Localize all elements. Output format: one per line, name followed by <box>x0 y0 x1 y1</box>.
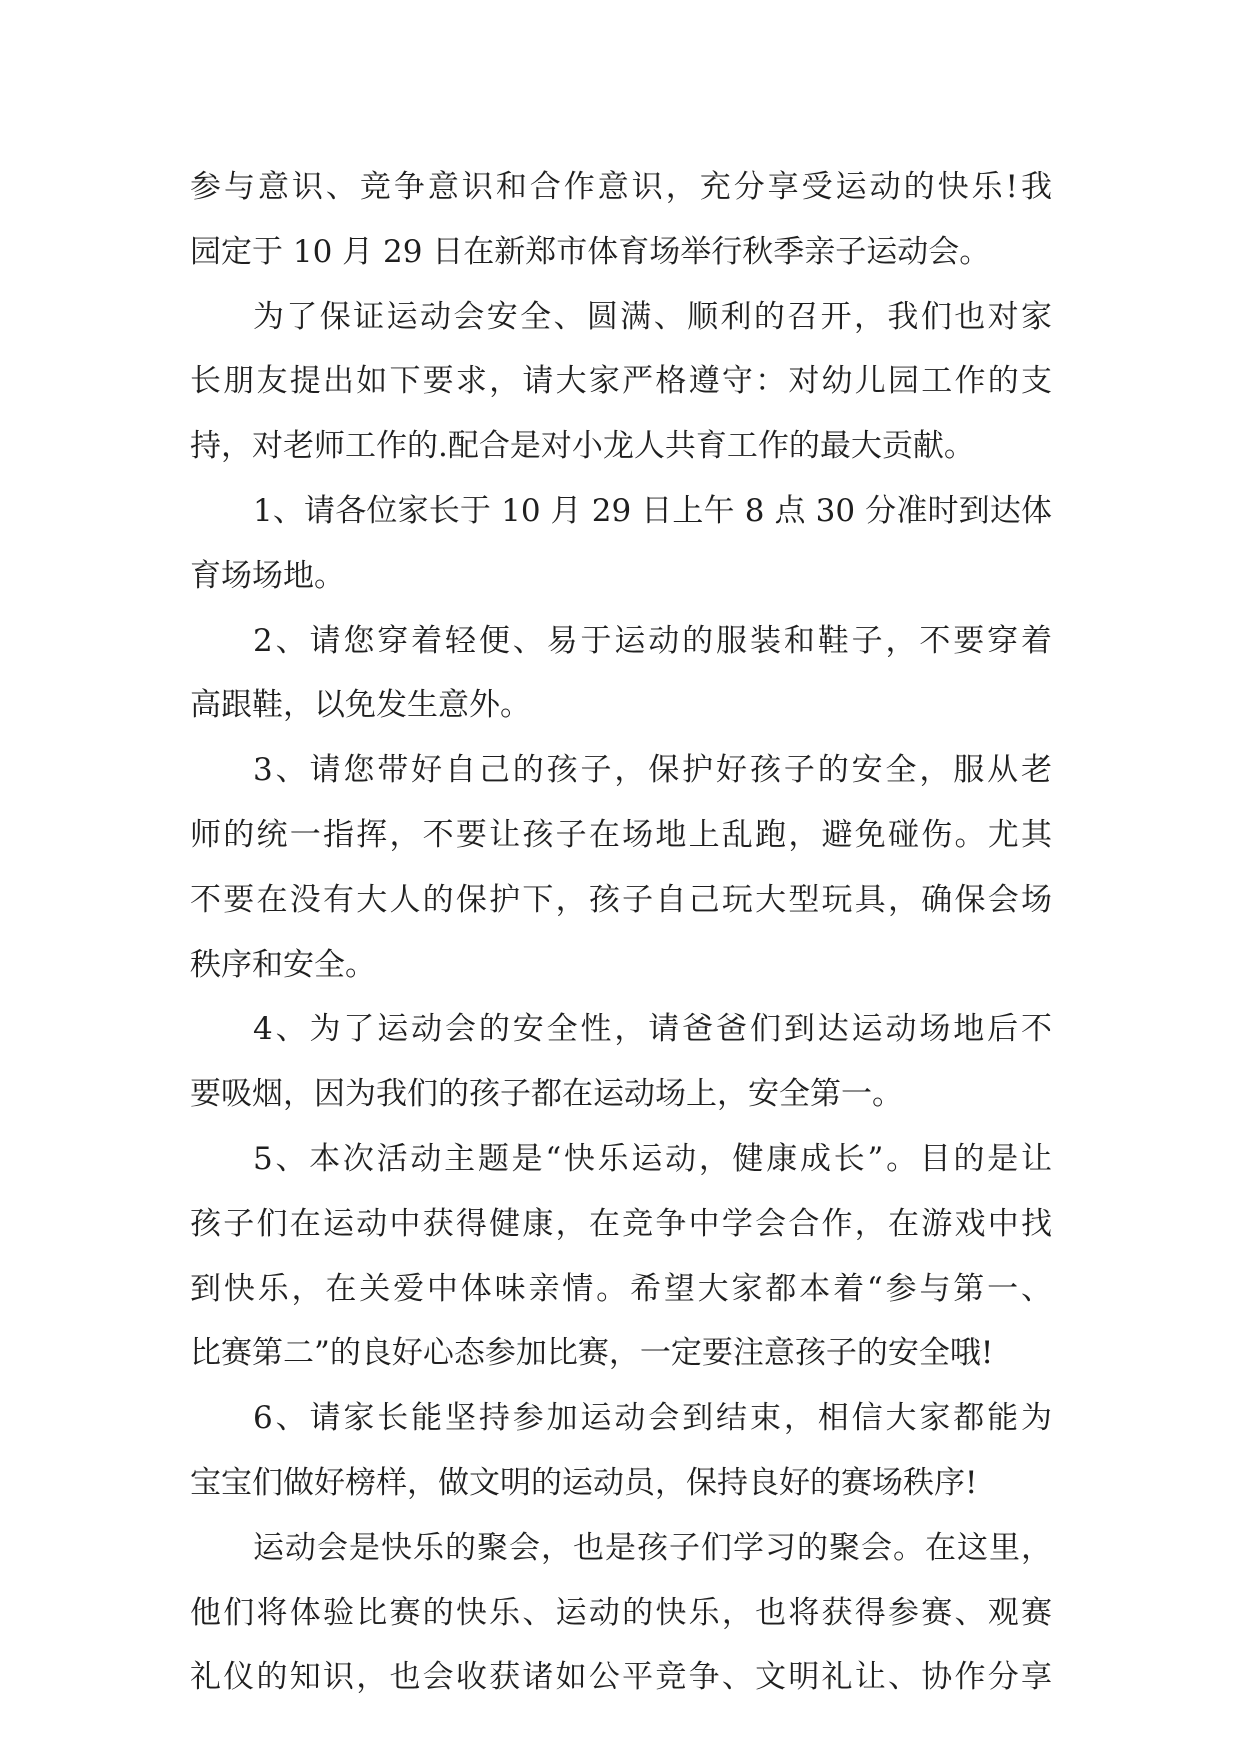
paragraph-first-line: 运动会是快乐的聚会，也是孩子们学习的聚会。在这里， <box>253 1529 1052 1566</box>
paragraph-line: 育场场地。 <box>190 557 345 594</box>
paragraph-first-line: 为了保证运动会安全、圆满、顺利的召开，我们也对家 <box>253 298 1052 335</box>
paragraph-line: 不要在没有大人的保护下，孩子自己玩大型玩具，确保会场 <box>190 881 1052 918</box>
paragraph-first-line: 2、请您穿着轻便、易于运动的服装和鞋子，不要穿着 <box>253 622 1052 659</box>
paragraph-first-line: 1、请各位家长于 10 月 29 日上午 8 点 30 分准时到达体 <box>253 492 1052 529</box>
paragraph-first-line: 5、本次活动主题是“快乐运动，健康成长”。目的是让 <box>253 1140 1052 1177</box>
paragraph-line: 秩序和安全。 <box>190 946 376 983</box>
paragraph-line: 师的统一指挥，不要让孩子在场地上乱跑，避免碰伤。尤其 <box>190 816 1052 853</box>
paragraph-line: 宝宝们做好榜样，做文明的运动员，保持良好的赛场秩序! <box>190 1464 978 1501</box>
paragraph-line: 长朋友提出如下要求，请大家严格遵守：对幼儿园工作的支 <box>190 363 1052 400</box>
paragraph-line: 园定于 10 月 29 日在新郑市体育场举行秋季亲子运动会。 <box>190 233 991 270</box>
paragraph-line: 孩子们在运动中获得健康，在竞争中学会合作，在游戏中找 <box>190 1205 1052 1242</box>
document-body <box>190 155 1052 1710</box>
paragraph-line: 持，对老师工作的.配合是对小龙人共育工作的最大贡献。 <box>190 428 975 465</box>
paragraph-line: 礼仪的知识，也会收获诸如公平竞争、文明礼让、协作分享 <box>190 1659 1052 1696</box>
paragraph-line: 到快乐，在关爱中体味亲情。希望大家都本着“参与第一、 <box>190 1270 1052 1307</box>
paragraph-line: 高跟鞋，以免发生意外。 <box>190 687 531 724</box>
paragraph-first-line: 4、为了运动会的安全性，请爸爸们到达运动场地后不 <box>253 1011 1052 1048</box>
paragraph-line: 他们将体验比赛的快乐、运动的快乐，也将获得参赛、观赛 <box>190 1594 1052 1631</box>
paragraph-line: 比赛第二”的良好心态参加比赛，一定要注意孩子的安全哦! <box>190 1335 994 1372</box>
paragraph-line: 参与意识、竞争意识和合作意识，充分享受运动的快乐!我 <box>190 169 1052 205</box>
paragraph-line: 要吸烟，因为我们的孩子都在运动场上，安全第一。 <box>190 1076 903 1113</box>
paragraph-first-line: 3、请您带好自己的孩子，保护好孩子的安全，服从老 <box>253 752 1052 789</box>
paragraph-first-line: 6、请家长能坚持参加运动会到结束，相信大家都能为 <box>253 1400 1052 1437</box>
